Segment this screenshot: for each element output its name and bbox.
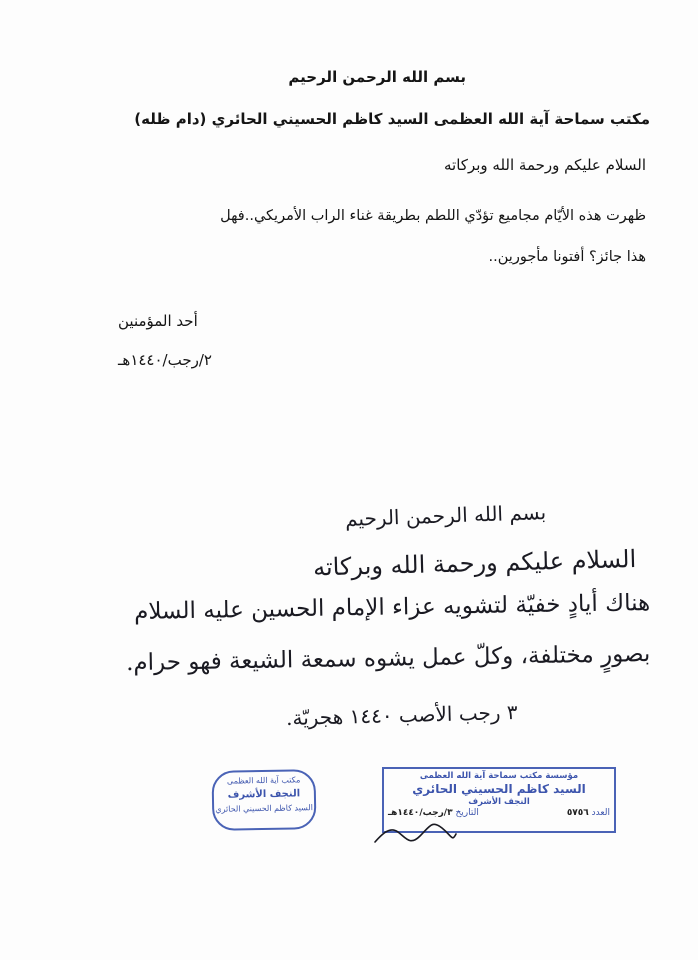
stamp-right-date-label: التاريخ <box>455 808 479 818</box>
reply-line2: بصورٍ مختلفة، وكلّ عمل يشوه سمعة الشيعة فهو حرام. <box>125 641 651 677</box>
reply-greeting: السلام عليكم ورحمة الله وبركاته <box>312 545 637 582</box>
stamp-right-number-label: العدد <box>591 808 610 818</box>
stamp-right-date-value: ٣/رجب/١٤٤٠هـ <box>388 808 453 818</box>
stamp-right-number-value: ٥٧٥٦ <box>566 808 589 818</box>
request-greeting: السلام عليكم ورحمة الله وبركاته <box>444 156 646 174</box>
request-signer: أحد المؤمنين <box>118 312 198 330</box>
signature-mark <box>370 812 460 852</box>
request-basmala: بسم الله الرحمن الرحيم <box>288 68 466 86</box>
stamp-right-line1: مؤسسة مكتب سماحة آية الله العظمى <box>419 771 579 781</box>
request-question-line1: ظهرت هذه الأيّام مجاميع تؤدّي اللطم بطريقة غناء الراب الأمريكي..فهل <box>220 208 646 224</box>
stamp-right-line3: النجف الأشرف <box>468 797 530 807</box>
stamp-right-line2: السيد كاظم الحسيني الحائري <box>412 782 586 796</box>
request-date: ٢/رجب/١٤٤٠هـ <box>118 351 212 369</box>
stamp-right-number <box>567 808 610 818</box>
reply-line1: هناك أيادٍ خفيّة لتشويه عزاء الإمام الحسين عليه السلام <box>133 590 651 626</box>
stamp-left-line1: مكتب آية الله العظمى <box>226 775 301 786</box>
stamp-left-line3: السيد كاظم الحسيني الحائري <box>215 803 314 814</box>
reply-date: ٣ رجب الأصب ١٤٤٠ هجريّة. <box>286 700 519 731</box>
stamp-left-line2: النجف الأشرف <box>227 788 301 801</box>
office-stamp-left <box>211 769 316 831</box>
request-addressee: مكتب سماحة آية الله العظمى السيد كاظم الحسيني الحائري (دام ظله) <box>134 110 650 128</box>
request-question-line2: هذا جائز؟ أفتونا مأجورين.. <box>488 249 646 265</box>
reply-basmala: بسم الله الرحمن الرحيم <box>344 500 547 532</box>
